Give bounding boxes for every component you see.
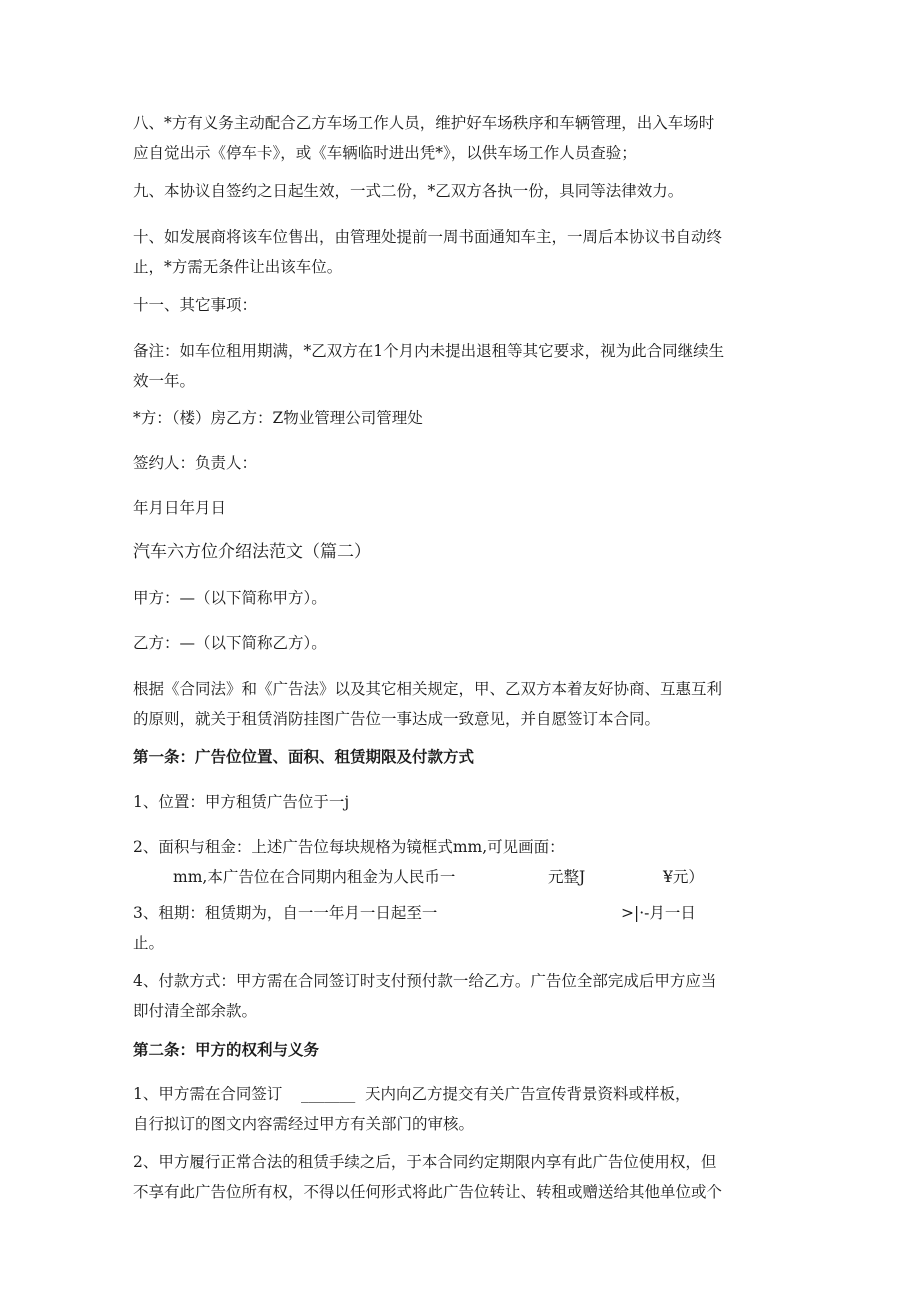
submit-blank: _______ (301, 1085, 356, 1103)
article-1-item-1 (133, 787, 793, 817)
article-2-item-2-line-1: 2、甲方履行正常合法的租赁手续之后，于本合同约定期限内享有此广告位使用权，但 (133, 1153, 717, 1171)
dates-text: 年月日年月日 (133, 499, 227, 517)
remark (133, 336, 793, 396)
article-1-item-3-line-1 (133, 898, 793, 928)
clause-9 (133, 176, 793, 206)
clause-11 (133, 290, 793, 320)
article-1-item-3 (133, 898, 793, 958)
party-b-text: 乙方：—（以下简称乙方）。 (133, 634, 327, 652)
article-2-item-1-line-2: 自行拟订的图文内容需经过甲方有关部门的审核。 (133, 1115, 475, 1133)
clause-11-line: 十一、其它事项： (133, 296, 258, 314)
article-2-item-1 (133, 1079, 793, 1139)
rent-text-c: ¥元） (663, 868, 704, 886)
article-2-item-1-line-1 (133, 1079, 793, 1109)
remark-line-2: 效一年。 (133, 372, 196, 390)
article-1-item-2-line-1: 2、面积与租金：上述广告位每块规格为镜框式mm,可见画面： (133, 838, 565, 856)
term-text-b: >|·-月一日 (621, 904, 696, 922)
clause-9-line: 九、本协议自签约之日起生效，一式二份，*乙双方各执一份，具同等法律效力。 (133, 182, 684, 200)
submit-text-c: 天内向乙方提交有关广告宣传背景资料或样板， (365, 1085, 691, 1103)
article-2-item-2-line-2: 不享有此广告位所有权，不得以任何形式将此广告位转让、转租或赠送给其他单位或个 (133, 1183, 723, 1201)
article-2-heading (133, 1035, 793, 1065)
party-b-line (133, 628, 793, 658)
section-title-2 (133, 537, 793, 567)
rent-text-b: 元整J (548, 868, 586, 886)
remark-line-1: 备注：如车位租用期满，*乙双方在1个月内未提出退租等其它要求，视为此合同继续生 (133, 342, 725, 360)
clause-8-line-1: 八、*方有义务主动配合乙方车场工作人员，维护好车场秩序和车辆管理，出入车场时 (133, 114, 715, 132)
clause-10-line-2: 止，*方需无条件让出该车位。 (133, 258, 343, 276)
parties-text: *方：（楼）房乙方：Z物业管理公司管理处 (133, 409, 423, 427)
article-2-heading-text: 第二条：甲方的权利与义务 (133, 1041, 320, 1059)
article-1-item-4-line-1: 4、付款方式：甲方需在合同签订时支付预付款一给乙方。广告位全部完成后甲方应当 (133, 972, 717, 990)
clause-10-line-1: 十、如发展商将该车位售出，由管理处提前一周书面通知车主，一周后本协议书自动终 (133, 228, 723, 246)
party-a-text: 甲方：—（以下简称甲方）。 (133, 589, 327, 607)
article-1-item-4 (133, 966, 793, 1026)
dates-line (133, 493, 793, 523)
signers-line (133, 448, 793, 478)
term-text-a: 3、租期：租赁期为，自一一年月一日起至一 (133, 904, 438, 922)
submit-text-a: 1、甲方需在合同签订 (133, 1085, 283, 1103)
article-1-item-2-line-2 (133, 862, 793, 892)
article-1-heading (133, 742, 793, 772)
section-title-2-text: 汽车六方位介绍法范文（篇二） (133, 542, 371, 562)
article-2-item-2 (133, 1147, 793, 1207)
clause-10 (133, 222, 793, 282)
signers-text: 签约人：负责人： (133, 454, 258, 472)
article-1-item-3-line-2: 止。 (133, 934, 165, 952)
preamble-line-1: 根据《合同法》和《广告法》以及其它相关规定，甲、乙双方本着友好协商、互惠互利 (133, 680, 723, 698)
party-a-line (133, 583, 793, 613)
preamble (133, 674, 793, 734)
preamble-line-2: 的原则，就关于租赁消防挂图广告位一事达成一致意见，并自愿签订本合同。 (133, 710, 661, 728)
article-1-item-2 (133, 832, 793, 892)
article-1-item-1-text: 1、位置：甲方租赁广告位于一j (133, 793, 350, 811)
rent-text-a: mm,本广告位在合同期内租金为人民币一 (173, 868, 456, 886)
parties-line (133, 403, 793, 433)
article-1-item-4-line-2: 即付清全部余款。 (133, 1002, 258, 1020)
article-1-heading-text: 第一条：广告位位置、面积、租赁期限及付款方式 (133, 748, 475, 766)
clause-8 (133, 108, 793, 168)
clause-8-line-2: 应自觉出示《停车卡》，或《车辆临时进出凭*》，以供车场工作人员查验； (133, 144, 637, 162)
